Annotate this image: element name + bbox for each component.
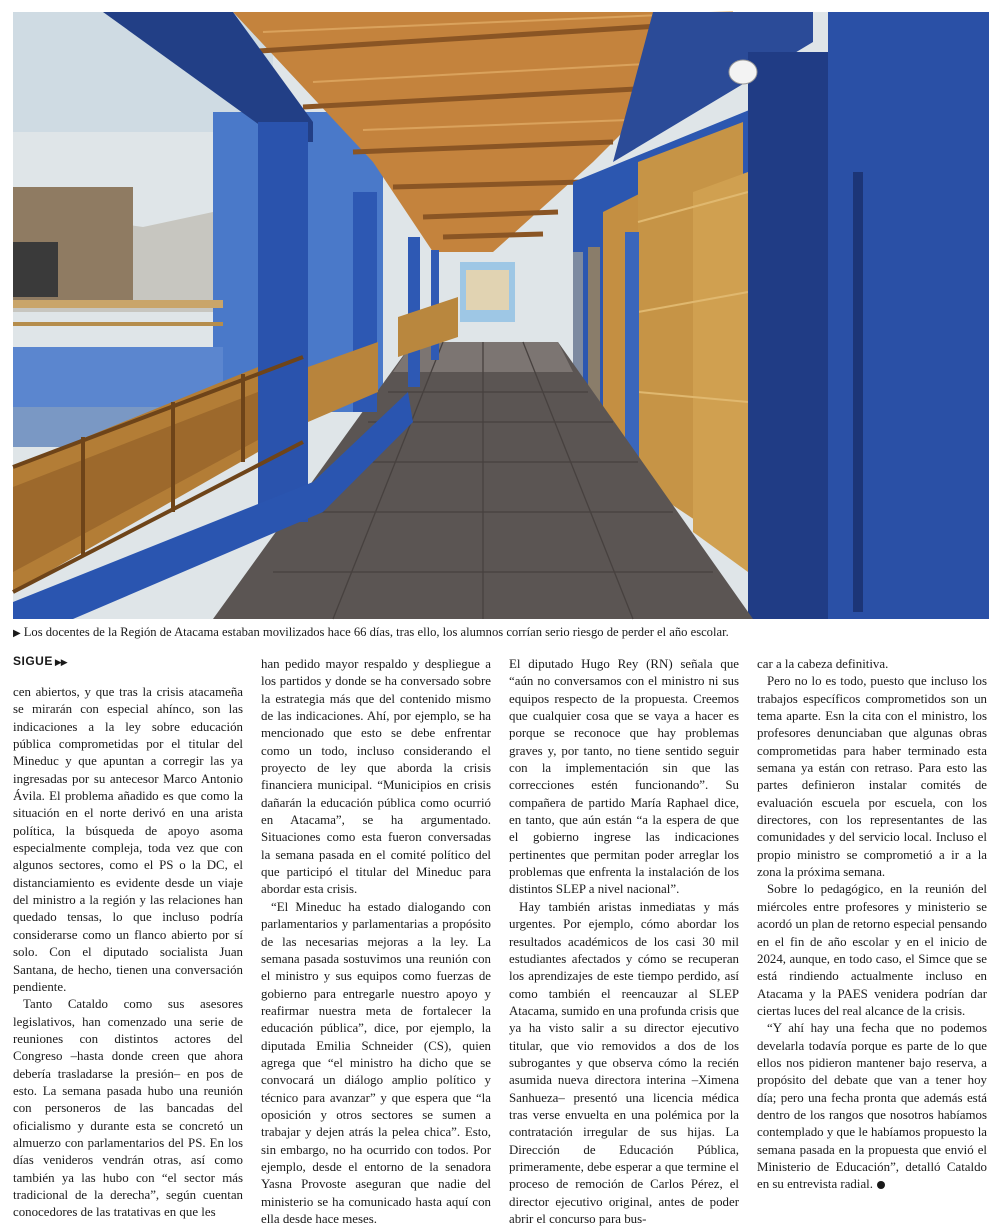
paragraph: Pero no lo es todo, puesto que incluso los trabajos específicos comprometidos son un tema aparte. Esn la cita con el ministro, los profesores denunciaban que algunas obras comprometidas para haber terminado esta semana ya están con retraso. Para esto las partes definieron instalar comités de evaluación escuela por escuela, con los directores, con los representantes de las comunidades y del servicio local. Incluso el propio ministro se comprometió a ir a la zona la próxima semana. [757, 674, 987, 880]
photo-caption [13, 624, 989, 642]
article-photo [13, 12, 989, 619]
continued-arrow-icon: ▶▶ [54, 658, 67, 668]
paragraph: Hay también aristas inmediatas y más urgentes. Por ejemplo, cómo abordar los resultados académicos de los casi 30 mil estudiantes afectados y cómo se recuperan los aprendizajes de este tiempo perdido, así como también el reencauzar al SLEP Atacama, sumido en una profunda crisis que ya ha visto salir a su director ejecutivo titular, que vio removidos a dos de los subrogantes y que observa cómo la recién asumida nueva directora interina –Ximena Sanhueza– presentó una licencia médica tras verse envuelta en una polémica por la contratación irregular de sus hijas. La Dirección de Educación Pública, primeramente, debe esperar a que termine el proceso de remoción de Carlos Pérez, el director ejecutivo original, antes de poder abrir el concurso para bus- [509, 899, 739, 1226]
continued-label [13, 654, 67, 668]
paragraph-text: “Y ahí hay una fecha que no podemos develarla todavía porque es parte de lo que ellos nos pidieron mantener bajo reserva, a propósito del debate que van a tener hoy día; pero una fecha pronta que además está dentro de los rangos que nosotros habíamos contemplado y que le habíamos propuesto la semana pasada en la propuesta que envió el Ministerio de Educación”, detalló Cataldo en su entrevista radial. [757, 1021, 987, 1192]
end-of-article-icon [877, 1181, 885, 1189]
paragraph: Sobre lo pedagógico, en la reunión del miércoles entre profesores y ministerio se acordó un plan de retorno especial pensando en el fin de año escolar y en el inicio de 2024, aunque, en todo caso, el Simce que se está rindiendo actualmente incluso en Atacama y la PAES venidera podrían dar ciertas luces del real alcance de la crisis. [757, 882, 987, 1018]
paragraph: cen abiertos, y que tras la crisis atacameña se mirarán con especial ahínco, son las indicaciones a la ley sobre educación pública comprometidas por el titular del Mineduc y que apuntan a corregir las ya ingresadas por su antecesor Marco Antonio Ávila. El problema añadido es que como la situación en el norte derivó en una arista política, la búsqueda de apoyo asoma especialmente compleja, toda vez que con algunos sectores, como el PS o la DC, el distanciamiento es evidente desde un viaje del ministro a la región y las relaciones han quedado tensas, lo que incluso podría considerarse como un flanco abierto por sí solo. Con el diputado socialista Juan Santana, de hecho, tienen una conversación pendiente. [13, 685, 243, 994]
paragraph-last [757, 1020, 987, 1193]
caption-text: Los docentes de la Región de Atacama estaban movilizados hace 66 días, tras ello, los alumnos corrían serio riesgo de perder el año escolar. [23, 625, 729, 639]
paragraph: Tanto Cataldo como sus asesores legislativos, han comenzado una serie de reuniones con distintos actores del Congreso –hasta donde creen que ahora debería trasladarse la presión– en pos de esto. La semana pasada hubo una reunión con personeros de las bancadas del oficialismo y durante esta se concretó un almuerzo con parlamentarios del PS. En los días venideros vendrán otras, así como también ya las hubo con “el sector más tradicional de la derecha”, según cuentan conocedores de las tratativas en que les [13, 997, 243, 1220]
paragraph: han pedido mayor respaldo y despliegue a los partidos y donde se ha conversado sobre la estrategia más que del contenido mismo de las indicaciones. Ahí, por ejemplo, se ha mencionado que esto se debe enfrentar como un todo, incluso considerando el proyecto de ley que aborda la crisis financiera municipal. “Municipios en crisis dañarán la educación pública como ocurrió en Atacama”, se ha argumentado. Situaciones como esta fueron conversadas la semana pasada en el comité político del que participó el titular del Mineduc para abordar esta crisis. [261, 657, 491, 897]
continued-text: SIGUE [13, 654, 53, 668]
paragraph: “El Mineduc ha estado dialogando con parlamentarios y parlamentarias a propósito de las necesarias mejoras a la ley. La semana pasada sostuvimos una reunión con el ministro y sus equipos como fuerzas de gobierno para entregarle nuestro apoyo y reafirmar nuestra meta de fortalecer la educación pública”, dice, por ejemplo, la diputada Emilia Schneider (CS), quien agrega que “el ministro ha dicho que se convocará un diálogo amplio político y técnico para avanzar” y que espera que “la oposición y otros sectores se sumen a trabajar y dejen atrás la pelea chica”. Esto, sin embargo, no ha ocurrido con todos. Por ejemplo, desde el entorno de la senadora Yasna Provoste aseguran que nadie del ministerio se ha comunicado hasta aquí con ella desde hace meses. [261, 899, 491, 1226]
paragraph: El diputado Hugo Rey (RN) señala que “aún no conversamos con el ministro ni sus equipos respecto de la propuesta. Creemos que cualquier cosa que se vaya a hacer es porque se reconoce que hay problemas graves y, por tanto, no tiene sentido seguir con la implementación sin que las correcciones estén funcionando”. Su compañera de partido María Raphael dice, en tanto, que aún están “a la espera de que el gobierno ingrese las indicaciones pertinentes que permitan poder arreglar los problemas que enfrenta la instalación de los distintos SLEP a nivel nacional”. [509, 657, 739, 897]
article-column-1 [13, 684, 243, 1220]
school-corridor-photo-icon [13, 12, 989, 619]
article-column-2 [261, 656, 491, 1226]
caption-marker: ▶ [13, 628, 21, 639]
article-column-4 [757, 656, 987, 1192]
article-column-3 [509, 656, 739, 1226]
paragraph: car a la cabeza definitiva. [757, 657, 889, 671]
